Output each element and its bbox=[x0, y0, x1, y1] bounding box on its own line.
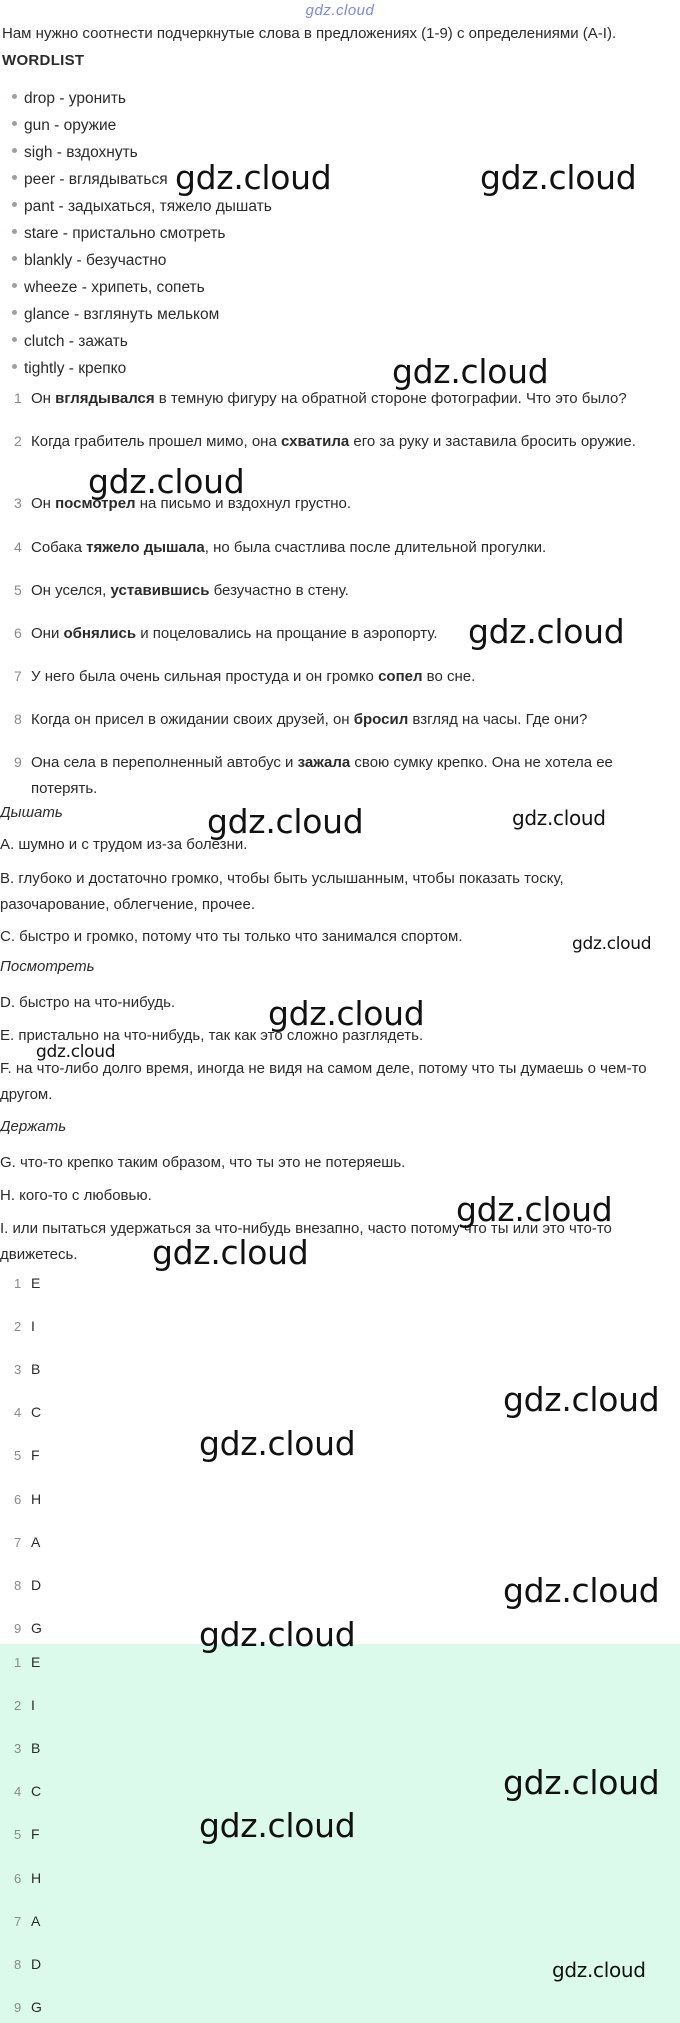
watermark: gdz.cloud bbox=[88, 462, 245, 501]
bullet-dot bbox=[12, 310, 17, 315]
watermark: gdz.cloud bbox=[36, 1042, 116, 1062]
wordlist-item-text: sigh - вздохнуть bbox=[24, 144, 138, 161]
sentence-number: 1 bbox=[14, 390, 22, 406]
wordlist-item bbox=[12, 279, 205, 297]
sentence-part: свою сумку крепко. Она не хотела ее потерять. bbox=[31, 754, 613, 797]
wordlist-item-text: stare - пристально смотреть bbox=[24, 225, 226, 242]
sentence-keyword: посмотрел bbox=[55, 495, 136, 512]
bullet-dot bbox=[12, 364, 17, 369]
sentence-part: Когда он присел в ожидании своих друзей, он bbox=[31, 711, 354, 728]
answer-value: C bbox=[31, 1404, 42, 1421]
wordlist-item-text: clutch - зажать bbox=[24, 333, 128, 350]
sentence-number: 7 bbox=[14, 668, 22, 684]
wordlist-title: WORDLIST bbox=[2, 52, 85, 69]
answer-number: 5 bbox=[14, 1448, 22, 1464]
sentence-number: 2 bbox=[14, 433, 22, 449]
answer-number: 7 bbox=[14, 1534, 22, 1550]
answer-value: B bbox=[31, 1740, 41, 1757]
watermark: gdz.cloud bbox=[572, 934, 652, 954]
answer-value: H bbox=[31, 1490, 42, 1507]
sentence-keyword: бросил bbox=[353, 711, 409, 728]
sentence-text bbox=[31, 750, 671, 802]
sentence-part: взгляд на часы. Где они? bbox=[408, 711, 588, 728]
sentence-part: на письмо и вздохнул грустно. bbox=[135, 495, 351, 512]
bullet-dot bbox=[12, 202, 17, 207]
watermark: gdz.cloud bbox=[392, 352, 549, 391]
answer-number: 7 bbox=[14, 1913, 22, 1929]
sentence-part: его за руку и заставила бросить оружие. bbox=[349, 433, 636, 450]
sentence-part: Когда грабитель прошел мимо, она bbox=[31, 433, 281, 450]
sentence-keyword: обнялись bbox=[63, 625, 137, 642]
answer-number: 3 bbox=[14, 1362, 22, 1378]
watermark: gdz.cloud bbox=[503, 1571, 660, 1610]
answer-value: A bbox=[31, 1912, 41, 1929]
wordlist-item-text: pant - задыхаться, тяжело дышать bbox=[24, 198, 272, 215]
answer-value: C bbox=[31, 1783, 42, 1800]
wordlist-item bbox=[12, 360, 126, 378]
sentence-part: безучастно в стену. bbox=[209, 582, 349, 599]
wordlist-item bbox=[12, 198, 272, 216]
answer-number: 3 bbox=[14, 1741, 22, 1757]
answer-number: 6 bbox=[14, 1491, 22, 1507]
sentence-part: и поцеловались на прощание в аэропорту. bbox=[136, 625, 438, 642]
answer-number: 2 bbox=[14, 1698, 22, 1714]
watermark: gdz.cloud bbox=[199, 1806, 356, 1845]
sentence-number: 9 bbox=[14, 754, 22, 770]
wordlist-item-text: drop - уронить bbox=[24, 90, 127, 107]
sentence-part: во сне. bbox=[422, 668, 476, 685]
definition-c: C. быстро и громко, потому что ты только что занимался спортом. bbox=[0, 928, 463, 945]
answer-value: E bbox=[31, 1654, 41, 1670]
watermark: gdz.cloud bbox=[480, 158, 637, 197]
bullet-dot bbox=[12, 175, 17, 180]
section-breathe: Дышать bbox=[0, 804, 63, 821]
definition-d: D. быстро на что-нибудь. bbox=[0, 994, 176, 1011]
bullet-dot bbox=[12, 256, 17, 261]
wordlist-item-text: glance - взглянуть мельком bbox=[24, 306, 220, 323]
answer-value: E bbox=[31, 1275, 41, 1291]
watermark: gdz.cloud bbox=[552, 1958, 646, 1982]
sentence-number: 5 bbox=[14, 582, 22, 598]
answer-number: 8 bbox=[14, 1956, 22, 1972]
definition-i: I. или пытаться удержаться за что-нибудь внезапно, часто потому что ты или это что-то движетесь. bbox=[0, 1220, 612, 1263]
watermark: gdz.cloud bbox=[175, 158, 332, 197]
bullet-dot bbox=[12, 94, 17, 99]
wordlist-item-text: gun - оружие bbox=[24, 117, 117, 134]
answer-value: A bbox=[31, 1533, 41, 1550]
watermark: gdz.cloud bbox=[468, 612, 625, 651]
sentence-part: в темную фигуру на обратной стороне фотографии. Что это было? bbox=[154, 390, 627, 407]
watermark: gdz.cloud bbox=[456, 1190, 613, 1229]
bullet-dot bbox=[12, 121, 17, 126]
task-intro: Нам нужно соотнести подчеркнутые слова в предложениях (1-9) с определениями (A-I). bbox=[2, 25, 617, 42]
sentence-part: Она села в переполненный автобус и bbox=[31, 754, 298, 771]
answer-value: B bbox=[31, 1361, 41, 1378]
sentence-number: 4 bbox=[14, 539, 22, 555]
sentence-keyword: вглядывался bbox=[55, 390, 155, 407]
wordlist-item bbox=[12, 225, 226, 243]
answer-number: 2 bbox=[14, 1319, 22, 1335]
wordlist-item bbox=[12, 333, 128, 351]
definition-b: B. глубоко и достаточно громко, чтобы быть услышанным, чтобы показать тоску, разочарование, облегчение, прочее. bbox=[0, 870, 564, 913]
sentence-number: 6 bbox=[14, 625, 22, 641]
sentence-text bbox=[31, 535, 671, 561]
answer-value: F bbox=[31, 1826, 40, 1843]
answer-number: 8 bbox=[14, 1577, 22, 1593]
sentence-part: , но была счастлива после длительной прогулки. bbox=[204, 539, 547, 556]
answer-number: 4 bbox=[14, 1405, 22, 1421]
answer-value: D bbox=[31, 1955, 42, 1972]
watermark: gdz.cloud bbox=[512, 806, 606, 830]
sentence-text bbox=[31, 386, 671, 412]
answer-number: 6 bbox=[14, 1870, 22, 1886]
sentence-part: Собака bbox=[31, 539, 87, 556]
watermark: gdz.cloud bbox=[503, 1763, 660, 1802]
answer-number: 1 bbox=[14, 1276, 22, 1291]
site-logo[interactable]: gdz.cloud bbox=[305, 2, 375, 19]
watermark: gdz.cloud bbox=[207, 802, 364, 841]
watermark: gdz.cloud bbox=[268, 994, 425, 1033]
sentence-keyword: зажала bbox=[297, 754, 351, 771]
watermark: gdz.cloud bbox=[199, 1615, 356, 1654]
sentence-keyword: уставившись bbox=[110, 582, 210, 599]
wordlist-item-text: tightly - крепко bbox=[24, 360, 127, 377]
sentence-text bbox=[31, 664, 671, 690]
sentence-keyword: сопел bbox=[378, 668, 423, 685]
wordlist-item bbox=[12, 144, 138, 162]
sentence-number: 8 bbox=[14, 711, 22, 727]
sentence-text bbox=[31, 707, 671, 733]
answer-value: G bbox=[31, 1998, 42, 2015]
answer-value: H bbox=[31, 1869, 42, 1886]
section-hold: Держать bbox=[0, 1118, 67, 1135]
answer-value: I bbox=[31, 1318, 35, 1335]
sentence-part: Он bbox=[31, 390, 56, 407]
sentence-text bbox=[31, 429, 671, 455]
definition-g: G. что-то крепко таким образом, что ты это не потеряешь. bbox=[0, 1154, 406, 1171]
watermark: gdz.cloud bbox=[199, 1424, 356, 1463]
sentence-part: Он bbox=[31, 495, 56, 512]
wordlist-item bbox=[12, 252, 166, 270]
answer-value: I bbox=[31, 1697, 35, 1714]
answer-number: 9 bbox=[14, 1620, 22, 1636]
sentence-part: Они bbox=[31, 625, 64, 642]
answer-value: D bbox=[31, 1576, 42, 1593]
answer-number: 4 bbox=[14, 1784, 22, 1800]
bullet-dot bbox=[12, 337, 17, 342]
wordlist-item bbox=[12, 117, 116, 135]
sentence-part: Он уселся, bbox=[31, 582, 111, 599]
answer-number: 1 bbox=[14, 1655, 22, 1670]
watermark: gdz.cloud bbox=[503, 1380, 660, 1419]
answer-value: G bbox=[31, 1619, 42, 1636]
answer-number: 5 bbox=[14, 1827, 22, 1843]
definition-h: H. кого-то с любовью. bbox=[0, 1187, 152, 1204]
bullet-dot bbox=[12, 229, 17, 234]
sentence-keyword: тяжело дышала bbox=[86, 539, 205, 556]
definition-a: A. шумно и с трудом из-за болезни. bbox=[0, 836, 248, 853]
section-look: Посмотреть bbox=[0, 958, 95, 975]
wordlist-item-text: peer - вглядываться bbox=[24, 171, 168, 188]
wordlist-item-text: wheeze - хрипеть, сопеть bbox=[24, 279, 205, 296]
sentence-text bbox=[31, 578, 671, 604]
sentence-number: 3 bbox=[14, 495, 22, 511]
wordlist-item bbox=[12, 306, 219, 324]
wordlist-item-text: blankly - безучастно bbox=[24, 252, 167, 269]
answer-value: F bbox=[31, 1447, 40, 1464]
answer-number: 9 bbox=[14, 1999, 22, 2015]
wordlist-item bbox=[12, 90, 126, 108]
wordlist-item bbox=[12, 171, 168, 189]
sentence-part: У него была очень сильная простуда и он громко bbox=[31, 668, 379, 685]
definition-f: F. на что-либо долго время, иногда не видя на самом деле, потому что ты думаешь о чем-то другом. bbox=[0, 1060, 647, 1103]
bullet-dot bbox=[12, 283, 17, 288]
bullet-dot bbox=[12, 148, 17, 153]
watermark: gdz.cloud bbox=[152, 1233, 309, 1272]
sentence-keyword: схватила bbox=[280, 433, 350, 450]
definition-e: E. пристально на что-нибудь, так как это сложно разглядеть. bbox=[0, 1027, 424, 1044]
